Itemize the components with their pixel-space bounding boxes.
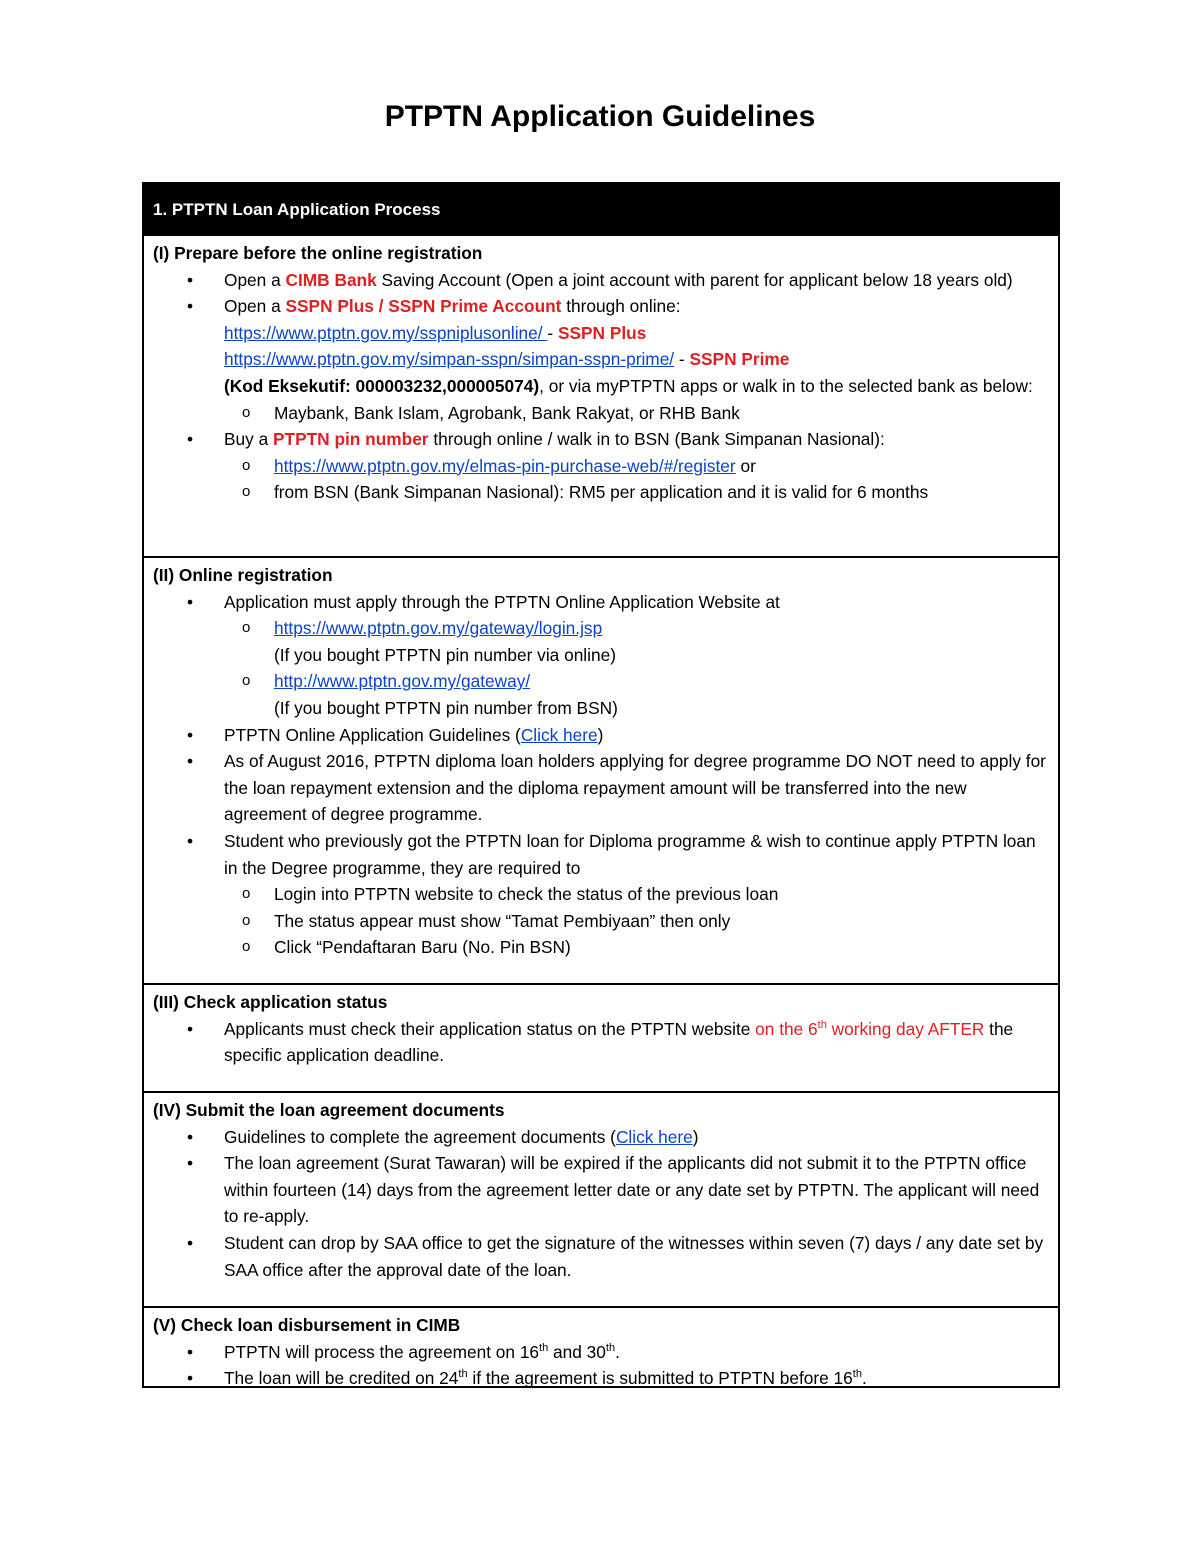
section-check-status — [144, 983, 1058, 1091]
list-item: • The loan agreement (Surat Tawaran) will be expired if the applicants did not submit it to the PTPTN office within fourteen (14) days from the agreement letter date or any date set by PTPTN. The applicant will need to re-apply. — [153, 1150, 1048, 1230]
list-item: o Login into PTPTN website to check the status of the previous loan — [224, 881, 1048, 908]
section-heading: (V) Check loan disbursement in CIMB — [153, 1315, 461, 1335]
list-item: • Student who previously got the PTPTN loan for Diploma programme & wish to continue apply PTPTN loan in the Degree programme, they are required to o Login into PTPTN website to check the status of the previous loan o The status appear must show “Tamat Pembiyaan” then only o Click “Pendaftaran Baru (No. Pin BSN) — [153, 828, 1048, 961]
list-item: • Applicants must check their application status on the PTPTN website on the 6th working day AFTER the specific application deadline. — [153, 1016, 1048, 1069]
process-table — [142, 182, 1060, 1388]
section-disbursement — [144, 1306, 1058, 1389]
section-heading: (I) Prepare before the online registration — [153, 243, 483, 263]
section-online-registration — [144, 556, 1058, 983]
list-item: • Open a SSPN Plus / SSPN Prime Account through online: https://www.ptptn.gov.my/sspniplusonline/ - SSPN Plus https://www.ptptn.gov.my/simpan-sspn/simpan-sspn-prime/ - SSPN Prime (Kod Eksekutif: 000003232,000005074), or via myPTPTN apps or walk in to the selected bank as below: o Maybank, Bank Islam, Agrobank, Bank Rakyat, or RHB Bank — [153, 293, 1048, 426]
sspn-prime-link[interactable]: https://www.ptptn.gov.my/simpan-sspn/simpan-sspn-prime/ — [224, 349, 675, 370]
list-item: • Guidelines to complete the agreement documents (Click here) — [153, 1124, 1048, 1151]
list-item: • Application must apply through the PTPTN Online Application Website at o https://www.ptptn.gov.my/gateway/login.jsp (If you bought PTPTN pin number via online) o http://www.ptptn.gov.my/gateway/ (If you bought PTPTN pin number from BSN) — [153, 589, 1048, 722]
list-item: • Buy a PTPTN pin number through online / walk in to BSN (Bank Simpanan Nasional): o https://www.ptptn.gov.my/elmas-pin-purchase-web/#/register or o from BSN (Bank Simpanan Nasional): RM5 per application and it is valid for 6 months — [153, 426, 1048, 506]
list-item: • Student can drop by SAA office to get the signature of the witnesses within seven (7) days / any date set by SAA office after the approval date of the loan. — [153, 1230, 1048, 1283]
guidelines-click-here-link[interactable]: Click here — [520, 724, 598, 745]
gateway-link[interactable]: http://www.ptptn.gov.my/gateway/ — [274, 671, 531, 692]
list-item: o Maybank, Bank Islam, Agrobank, Bank Rakyat, or RHB Bank — [224, 400, 1048, 427]
gateway-login-link[interactable]: https://www.ptptn.gov.my/gateway/login.jsp — [274, 618, 603, 639]
section-submit-agreement — [144, 1091, 1058, 1306]
list-item: • PTPTN will process the agreement on 16th and 30th. — [153, 1339, 1048, 1366]
list-item: • As of August 2016, PTPTN diploma loan holders applying for degree programme DO NOT need to apply for the loan repayment extension and the diploma repayment amount will be transferred into the new agreement of degree programme. — [153, 748, 1048, 828]
list-item: • PTPTN Online Application Guidelines (Click here) — [153, 722, 1048, 749]
list-item: o Click “Pendaftaran Baru (No. Pin BSN) — [224, 934, 1048, 961]
list-item: o https://www.ptptn.gov.my/elmas-pin-purchase-web/#/register or — [224, 453, 1048, 480]
pin-purchase-link[interactable]: https://www.ptptn.gov.my/elmas-pin-purchase-web/#/register — [274, 455, 736, 476]
page-title: PTPTN Application Guidelines — [384, 100, 816, 133]
section-heading: (IV) Submit the loan agreement documents — [153, 1100, 505, 1120]
list-item: • The loan will be credited on 24th if the agreement is submitted to PTPTN before 16th. — [153, 1365, 1048, 1392]
section-heading: (III) Check application status — [153, 992, 388, 1012]
list-item: o from BSN (Bank Simpanan Nasional): RM5 per application and it is valid for 6 months — [224, 479, 1048, 506]
section-prepare — [144, 234, 1058, 556]
sspn-plus-link[interactable]: https://www.ptptn.gov.my/sspniplusonline/ — [224, 322, 548, 343]
list-item: • Open a CIMB Bank Saving Account (Open a joint account with parent for applicant below 18 years old) — [153, 267, 1048, 294]
list-item: o https://www.ptptn.gov.my/gateway/login.jsp (If you bought PTPTN pin number via online) — [224, 615, 1048, 668]
list-item: o http://www.ptptn.gov.my/gateway/ (If you bought PTPTN pin number from BSN) — [224, 668, 1048, 721]
section-heading: (II) Online registration — [153, 565, 333, 585]
table-header: 1. PTPTN Loan Application Process — [144, 184, 1058, 234]
list-item: o The status appear must show “Tamat Pembiyaan” then only — [224, 908, 1048, 935]
agreement-click-here-link[interactable]: Click here — [615, 1126, 693, 1147]
